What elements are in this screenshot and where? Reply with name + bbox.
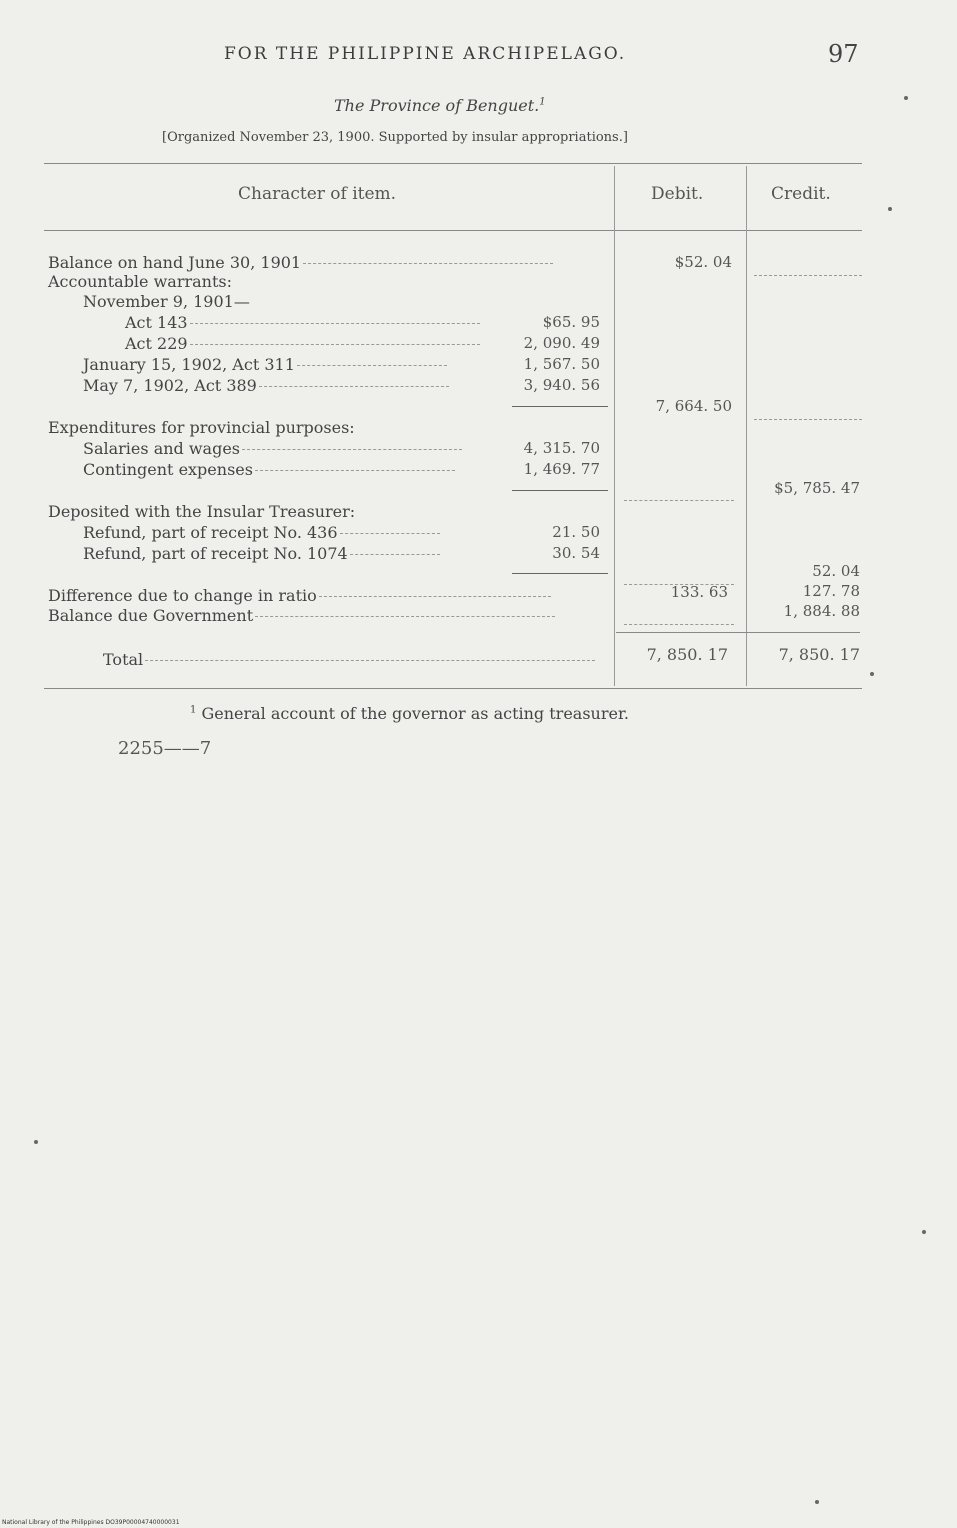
row-act-311 [83,355,447,374]
expenditures-heading: Expenditures for provincial purposes: [48,418,355,437]
province-title [334,96,546,115]
organized-note: [Organized November 23, 1900. Supported by insular appropriations.] [162,130,628,145]
row-label: Contingent expenses [83,460,253,479]
column-header-debit: Debit. [651,184,704,204]
footnote [190,704,629,723]
dot-leader [255,470,455,471]
footnote-text: General account of the governor as acting treasurer. [201,704,629,723]
column-header-item: Character of item. [238,184,397,204]
warrants-debit: 7, 664. 50 [655,397,732,415]
total-credit: 7, 850. 17 [778,645,860,664]
dot-leader [754,419,862,420]
act-229-amount: 2, 090. 49 [523,334,600,352]
row-label: Balance on hand June 30, 1901 [48,253,302,272]
dot-leader [303,263,553,264]
row-refund-436 [83,523,440,542]
column-header-credit: Credit. [771,184,831,204]
province-title-text: The Province of Benguet. [334,96,540,115]
footer-credit: National Library of the Philippines DO39P00004740000031 [2,1519,180,1526]
scan-speck [870,672,874,676]
row-label: Difference due to change in ratio [48,586,317,605]
row-label: Total [103,650,144,669]
running-head: FOR THE PHILIPPINE ARCHIPELAGO. [224,44,627,64]
balance-due-credit: 1, 884. 88 [783,602,860,620]
scan-speck [34,1140,38,1144]
contingent-amount: 1, 469. 77 [523,460,600,478]
footnote-number: 1 [190,704,197,716]
row-total [103,650,595,669]
total-rule [616,632,860,633]
signature-mark: 2255——7 [118,738,212,759]
row-label: Balance due Government [48,606,254,625]
dot-leader [145,660,595,661]
deposited-heading: Deposited with the Insular Treasurer: [48,502,356,521]
warrants-heading: Accountable warrants: [48,272,233,291]
table-bottom-rule [44,688,862,689]
row-act-229 [125,334,480,353]
row-act-389 [83,376,449,395]
dot-leader [624,624,734,625]
dot-leader [297,365,447,366]
row-label: Act 143 [125,313,188,332]
dot-leader [754,275,862,276]
row-label: Refund, part of receipt No. 1074 [83,544,348,563]
act-389-amount: 3, 940. 56 [523,376,600,394]
balance-on-hand-debit: $52. 04 [674,253,732,271]
page-number: 97 [828,40,859,68]
credit-column-divider [746,166,747,686]
debit-column-divider [614,166,615,686]
deposited-credit: 52. 04 [812,562,860,580]
row-contingent [83,460,455,479]
dot-leader [242,449,462,450]
salaries-amount: 4, 315. 70 [523,439,600,457]
dot-leader [350,554,440,555]
row-salaries [83,439,462,458]
difference-credit: 127. 78 [802,582,860,600]
row-balance-due [48,606,555,625]
row-label: Salaries and wages [83,439,241,458]
balance-due-debit-leader [622,614,734,633]
row-act-143 [125,313,480,332]
expenditures-debit-leader [622,490,734,509]
expenditures-subtotal-rule [512,490,608,491]
expenditures-credit: $5, 785. 47 [774,479,860,497]
footnote-marker: 1 [539,96,546,108]
scan-speck [904,96,908,100]
dot-leader [190,344,480,345]
dot-leader [319,596,551,597]
warrants-credit-leader [752,409,862,428]
scan-speck [815,1500,819,1504]
warrants-date: November 9, 1901— [83,292,250,311]
refund-436-amount: 21. 50 [552,523,600,541]
table-top-rule [44,163,862,164]
total-debit: 7, 850. 17 [646,645,728,664]
dot-leader [255,616,555,617]
dot-leader [190,323,480,324]
refund-1074-amount: 30. 54 [552,544,600,562]
dot-leader [624,500,734,501]
act-143-amount: $65. 95 [542,313,600,331]
dot-leader [340,533,440,534]
balance-on-hand-credit-leader [752,265,862,284]
row-label: Act 229 [125,334,188,353]
row-refund-1074 [83,544,440,563]
header-bottom-rule [44,230,862,231]
scan-speck [888,207,892,211]
warrants-subtotal-rule [512,406,608,407]
row-balance-on-hand [48,253,553,272]
deposited-subtotal-rule [512,573,608,574]
scan-speck [922,1230,926,1234]
act-311-amount: 1, 567. 50 [523,355,600,373]
row-difference [48,586,551,605]
difference-debit: 133. 63 [670,583,728,601]
row-label: January 15, 1902, Act 311 [83,355,295,374]
row-label: May 7, 1902, Act 389 [83,376,257,395]
dot-leader [259,386,449,387]
row-label: Refund, part of receipt No. 436 [83,523,338,542]
